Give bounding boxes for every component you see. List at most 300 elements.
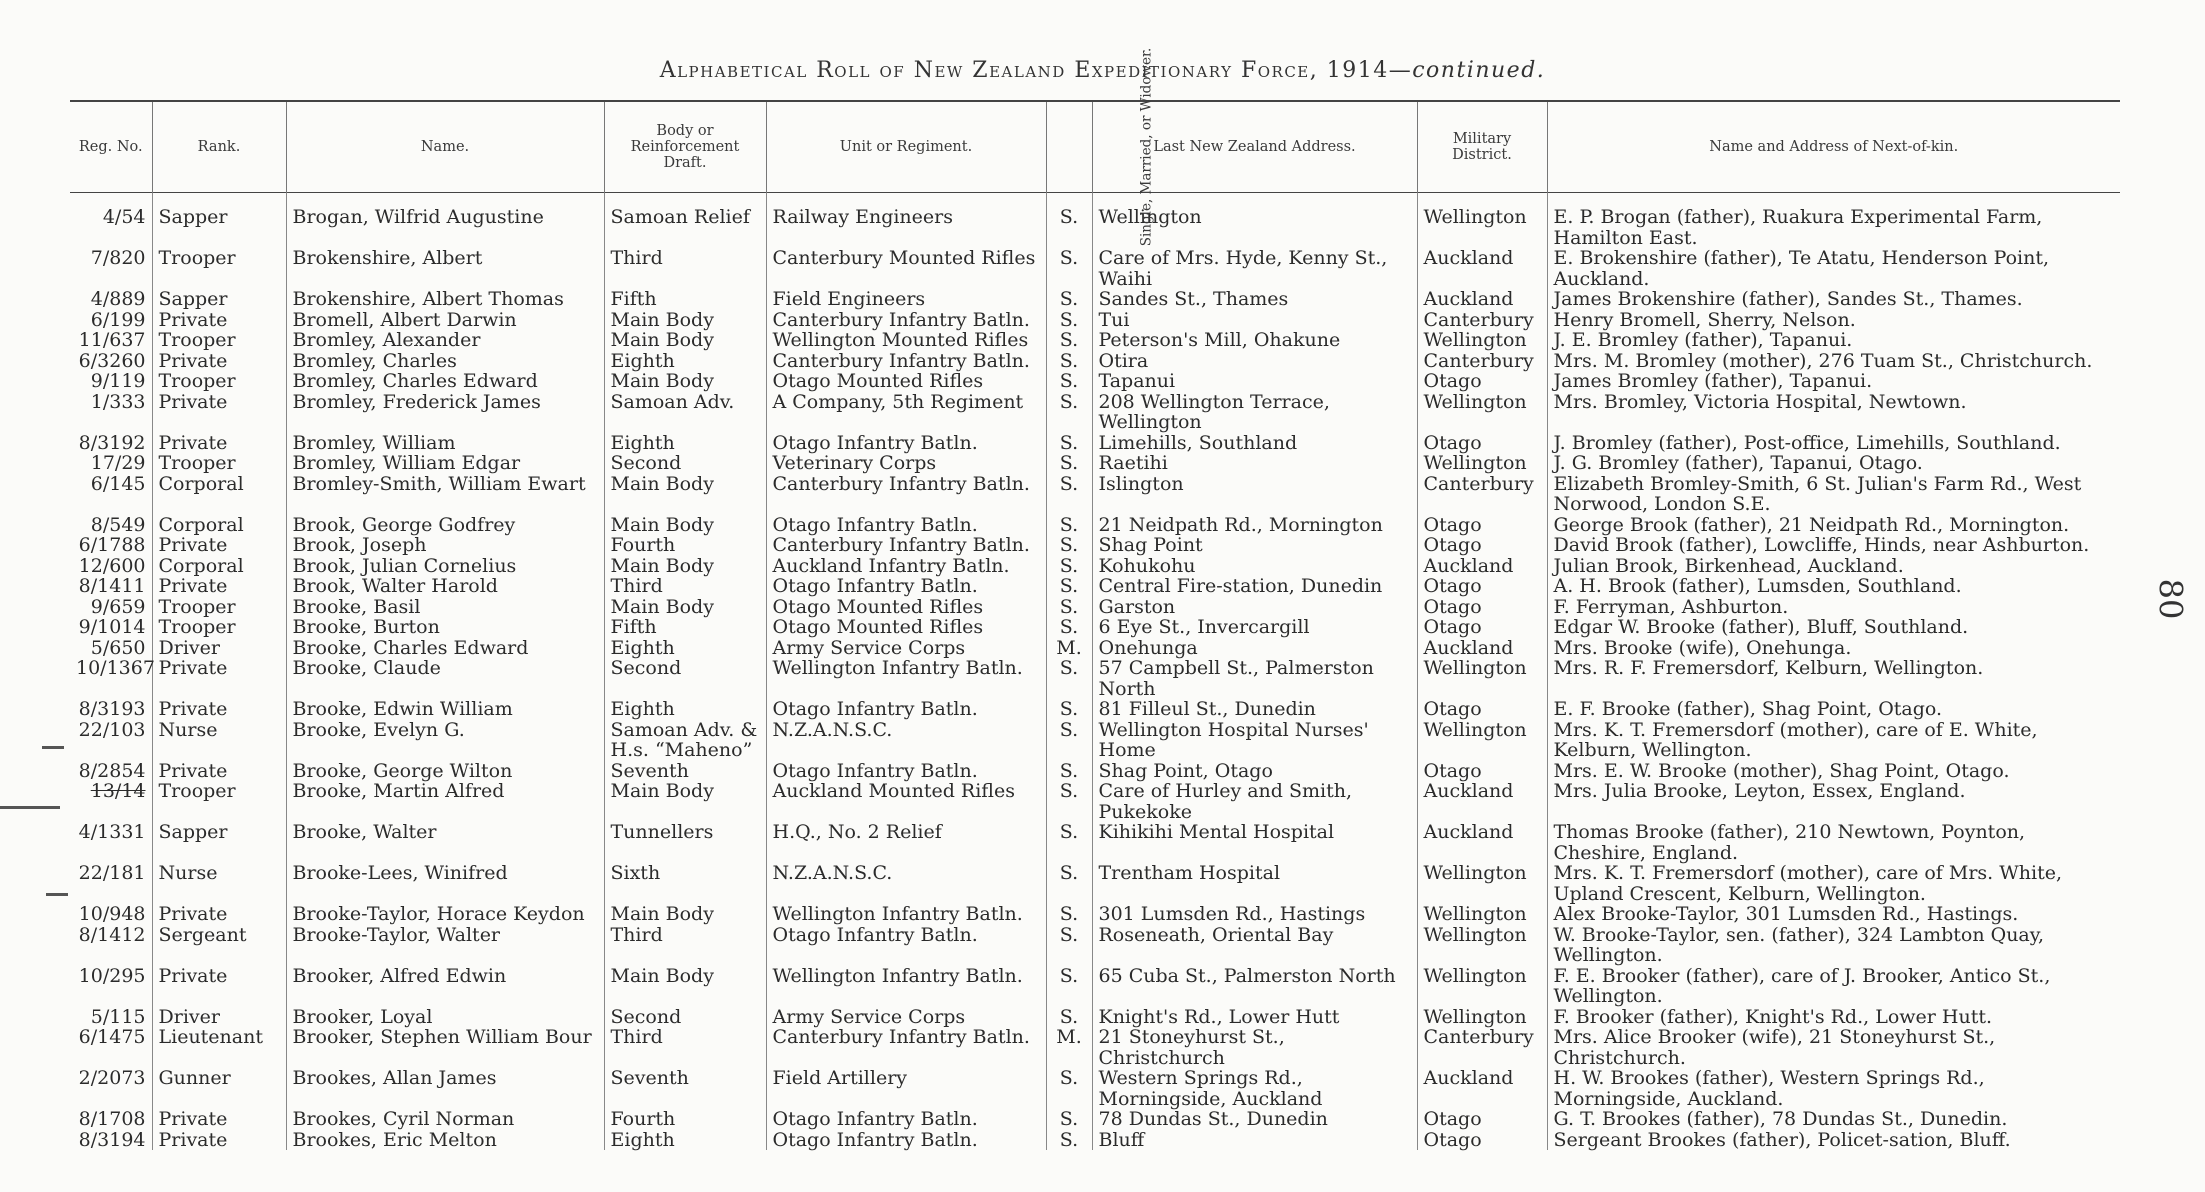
body-cell: Third (604, 576, 766, 597)
next-of-kin-cell: Mrs. Julia Brooke, Leyton, Essex, England. (1553, 780, 1966, 802)
unit-cell: Otago Infantry Batln. (766, 576, 1046, 597)
body-cell: Main Body (604, 474, 766, 515)
address-cell: Wellington Hospital Nurses' Home (1092, 720, 1417, 761)
table-row (70, 535, 2120, 556)
table-row (70, 1130, 2120, 1151)
table-row (70, 699, 2120, 720)
table-row (70, 576, 2120, 597)
unit-cell: Army Service Corps (766, 1007, 1046, 1028)
table-row (70, 310, 2120, 331)
table-row (70, 248, 2120, 289)
body-cell: Main Body (604, 597, 766, 618)
body-cell: Eighth (604, 351, 766, 372)
table-row (70, 330, 2120, 351)
table-row (70, 781, 2120, 822)
name-cell: Brokenshire, Albert (286, 248, 604, 289)
table-row (70, 1007, 2120, 1028)
status-cell: S. (1046, 1068, 1092, 1109)
rank-cell: Private (152, 1130, 286, 1151)
name-cell: Brooke, Charles Edward (286, 638, 604, 659)
name-cell: Brokenshire, Albert Thomas (286, 289, 604, 310)
reg-no-cell: 8/1708 (70, 1109, 152, 1130)
unit-cell: A Company, 5th Regiment (766, 392, 1046, 433)
district-cell: Canterbury (1417, 1027, 1547, 1068)
district-cell: Auckland (1417, 556, 1547, 577)
table-row (70, 638, 2120, 659)
name-cell: Brooke-Taylor, Horace Keydon (286, 904, 604, 925)
body-cell: Fifth (604, 617, 766, 638)
header-district: Military District. (1417, 101, 1547, 193)
status-cell: S. (1046, 193, 1092, 249)
address-cell: Bluff (1092, 1130, 1417, 1151)
rank-cell: Private (152, 904, 286, 925)
unit-cell: Auckland Infantry Batln. (766, 556, 1046, 577)
unit-cell: Otago Infantry Batln. (766, 1109, 1046, 1130)
body-cell: Main Body (604, 371, 766, 392)
unit-cell: N.Z.A.N.S.C. (766, 863, 1046, 904)
district-cell: Wellington (1417, 392, 1547, 433)
district-cell: Canterbury (1417, 474, 1547, 515)
next-of-kin-cell: Thomas Brooke (father), 210 Newtown, Poynton, Cheshire, England. (1553, 821, 2026, 864)
reg-no-cell: 22/103 (70, 720, 152, 761)
name-cell: Brooker, Stephen William Bour (286, 1027, 604, 1068)
rank-cell: Private (152, 966, 286, 1007)
body-cell: Eighth (604, 699, 766, 720)
table-row (70, 392, 2120, 433)
address-cell: Onehunga (1092, 638, 1417, 659)
page-title-suffix: continued. (1412, 58, 1546, 83)
table-row (70, 617, 2120, 638)
reg-no-cell: 22/181 (70, 863, 152, 904)
rank-cell: Sapper (152, 289, 286, 310)
table-row (70, 761, 2120, 782)
district-cell: Otago (1417, 433, 1547, 454)
body-cell: Main Body (604, 781, 766, 822)
rank-cell: Sapper (152, 822, 286, 863)
unit-cell: Wellington Infantry Batln. (766, 658, 1046, 699)
name-cell: Bromley-Smith, William Ewart (286, 474, 604, 515)
next-of-kin-cell: F. Ferryman, Ashburton. (1553, 595, 1789, 618)
header-status-text: Single, Married, or Widower. (1137, 47, 1154, 247)
body-cell: Fourth (604, 1109, 766, 1130)
body-cell: Second (604, 453, 766, 474)
table-row (70, 1068, 2120, 1109)
status-cell: S. (1046, 720, 1092, 761)
body-cell: Sixth (604, 863, 766, 904)
table-row (70, 966, 2120, 1007)
rank-cell: Driver (152, 1007, 286, 1028)
reg-no-cell: 11/637 (70, 330, 152, 351)
unit-cell: Wellington Mounted Rifles (766, 330, 1046, 351)
address-cell: Limehills, Southland (1092, 433, 1417, 454)
status-cell: M. (1046, 638, 1092, 659)
address-cell: Tui (1092, 310, 1417, 331)
body-cell: Second (604, 658, 766, 699)
name-cell: Brookes, Allan James (286, 1068, 604, 1109)
status-cell: S. (1046, 658, 1092, 699)
unit-cell: Canterbury Infantry Batln. (766, 351, 1046, 372)
body-cell: Main Body (604, 966, 766, 1007)
table-row (70, 351, 2120, 372)
status-cell: S. (1046, 289, 1092, 310)
district-cell: Canterbury (1417, 351, 1547, 372)
table-row (70, 822, 2120, 863)
table-row (70, 658, 2120, 699)
address-cell: Garston (1092, 597, 1417, 618)
table-row (70, 453, 2120, 474)
next-of-kin-cell: J. E. Bromley (father), Tapanui. (1553, 329, 1853, 351)
unit-cell: H.Q., No. 2 Relief (766, 822, 1046, 863)
rank-cell: Sapper (152, 193, 286, 249)
rank-cell: Driver (152, 638, 286, 659)
district-cell: Auckland (1417, 1068, 1547, 1109)
reg-no-cell: 8/1412 (70, 925, 152, 966)
address-cell: Care of Mrs. Hyde, Kenny St., Waihi (1092, 248, 1417, 289)
status-cell: S. (1046, 371, 1092, 392)
status-cell: S. (1046, 310, 1092, 331)
table-row (70, 720, 2120, 761)
reg-no-cell: 6/145 (70, 474, 152, 515)
body-cell: Main Body (604, 330, 766, 351)
reg-no-cell: 13/14 (70, 781, 152, 822)
address-cell: 81 Filleul St., Dunedin (1092, 699, 1417, 720)
header-address: Last New Zealand Address. (1092, 101, 1417, 193)
table-row (70, 863, 2120, 904)
reg-no-cell: 9/119 (70, 371, 152, 392)
name-cell: Bromley, Alexander (286, 330, 604, 351)
status-cell: S. (1046, 248, 1092, 289)
reg-no-cell: 4/1331 (70, 822, 152, 863)
reg-no-cell: 10/295 (70, 966, 152, 1007)
rank-cell: Nurse (152, 863, 286, 904)
body-cell: Third (604, 248, 766, 289)
next-of-kin-cell: Julian Brook, Birkenhead, Auckland. (1553, 554, 1904, 577)
table-row (70, 925, 2120, 966)
status-cell: S. (1046, 1007, 1092, 1028)
address-cell: 6 Eye St., Invercargill (1092, 617, 1417, 638)
reg-no-cell: 10/948 (70, 904, 152, 925)
rank-cell: Trooper (152, 597, 286, 618)
status-cell: S. (1046, 433, 1092, 454)
name-cell: Bromell, Albert Darwin (286, 310, 604, 331)
unit-cell: Wellington Infantry Batln. (766, 966, 1046, 1007)
address-cell: Kohukohu (1092, 556, 1417, 577)
address-cell: Shag Point (1092, 535, 1417, 556)
next-of-kin-cell: Edgar W. Brooke (father), Bluff, Southland. (1553, 616, 1969, 638)
body-cell: Samoan Adv. & H.s. “Maheno” (604, 720, 766, 761)
address-cell: Tapanui (1092, 371, 1417, 392)
reg-no-cell: 4/889 (70, 289, 152, 310)
district-cell: Otago (1417, 761, 1547, 782)
reg-no-cell: 8/3194 (70, 1130, 152, 1151)
body-cell: Main Body (604, 556, 766, 577)
address-cell: Kihikihi Mental Hospital (1092, 822, 1417, 863)
body-cell: Third (604, 1027, 766, 1068)
rank-cell: Sergeant (152, 925, 286, 966)
district-cell: Otago (1417, 699, 1547, 720)
district-cell: Auckland (1417, 781, 1547, 822)
rank-cell: Trooper (152, 453, 286, 474)
reg-no-cell: 9/659 (70, 597, 152, 618)
table-row (70, 433, 2120, 454)
rank-cell: Private (152, 433, 286, 454)
margin-mark (46, 893, 68, 896)
address-cell: Otira (1092, 351, 1417, 372)
name-cell: Brook, Walter Harold (286, 576, 604, 597)
status-cell: S. (1046, 576, 1092, 597)
unit-cell: Canterbury Infantry Batln. (766, 535, 1046, 556)
reg-no-cell: 8/2854 (70, 761, 152, 782)
unit-cell: Canterbury Infantry Batln. (766, 1027, 1046, 1068)
body-cell: Fourth (604, 535, 766, 556)
district-cell: Wellington (1417, 1007, 1547, 1028)
header-unit: Unit or Regiment. (766, 101, 1046, 193)
status-cell: S. (1046, 597, 1092, 618)
body-cell: Eighth (604, 638, 766, 659)
next-of-kin-cell: E. F. Brooke (father), Shag Point, Otago. (1553, 698, 1943, 720)
unit-cell: Otago Infantry Batln. (766, 1130, 1046, 1151)
district-cell: Wellington (1417, 925, 1547, 966)
margin-mark (42, 746, 64, 749)
table-row (70, 371, 2120, 392)
body-cell: Tunnellers (604, 822, 766, 863)
reg-no-cell: 8/3193 (70, 699, 152, 720)
district-cell: Wellington (1417, 720, 1547, 761)
next-of-kin-cell: J. G. Bromley (father), Tapanui, Otago. (1553, 452, 1923, 474)
rank-cell: Trooper (152, 248, 286, 289)
next-of-kin-cell: Henry Bromell, Sherry, Nelson. (1553, 308, 1856, 331)
status-cell: S. (1046, 781, 1092, 822)
name-cell: Bromley, William (286, 433, 604, 454)
district-cell: Otago (1417, 597, 1547, 618)
unit-cell: Otago Infantry Batln. (766, 925, 1046, 966)
body-cell: Main Body (604, 515, 766, 536)
next-of-kin-cell: A. H. Brook (father), Lumsden, Southland. (1553, 575, 1962, 597)
body-cell: Seventh (604, 761, 766, 782)
district-cell: Wellington (1417, 904, 1547, 925)
body-cell: Fifth (604, 289, 766, 310)
body-cell: Samoan Relief (604, 193, 766, 249)
unit-cell: Field Artillery (766, 1068, 1046, 1109)
status-cell: S. (1046, 925, 1092, 966)
district-cell: Auckland (1417, 638, 1547, 659)
next-of-kin-cell: H. W. Brookes (father), Western Springs Rd., Morningside, Auckland. (1553, 1067, 1985, 1110)
reg-no-cell: 4/54 (70, 193, 152, 249)
name-cell: Bromley, William Edgar (286, 453, 604, 474)
page-title-main: Alphabetical Roll of New Zealand Expeditionary Force, 1914— (659, 58, 1413, 83)
next-of-kin-cell: W. Brooke-Taylor, sen. (father), 324 Lambton Quay, Wellington. (1553, 923, 2045, 966)
rank-cell: Private (152, 658, 286, 699)
rank-cell: Private (152, 351, 286, 372)
reg-no-cell: 6/199 (70, 310, 152, 331)
name-cell: Brooke, Edwin William (286, 699, 604, 720)
status-cell: S. (1046, 535, 1092, 556)
rank-cell: Trooper (152, 371, 286, 392)
rank-cell: Lieutenant (152, 1027, 286, 1068)
table-row (70, 1109, 2120, 1130)
status-cell: S. (1046, 1130, 1092, 1151)
rank-cell: Trooper (152, 330, 286, 351)
district-cell: Wellington (1417, 453, 1547, 474)
address-cell: Roseneath, Oriental Bay (1092, 925, 1417, 966)
unit-cell: Railway Engineers (766, 193, 1046, 249)
rank-cell: Corporal (152, 556, 286, 577)
header-name: Name. (286, 101, 604, 193)
name-cell: Brooke-Lees, Winifred (286, 863, 604, 904)
unit-cell: Wellington Infantry Batln. (766, 904, 1046, 925)
address-cell: 21 Neidpath Rd., Mornington (1092, 515, 1417, 536)
name-cell: Brook, Joseph (286, 535, 604, 556)
rank-cell: Private (152, 699, 286, 720)
next-of-kin-cell: Mrs. K. T. Fremersdorf (mother), care of E. White, Kelburn, Wellington. (1553, 718, 2038, 761)
rank-cell: Private (152, 310, 286, 331)
name-cell: Bromley, Charles Edward (286, 371, 604, 392)
reg-no-cell: 8/549 (70, 515, 152, 536)
address-cell: Shag Point, Otago (1092, 761, 1417, 782)
rank-cell: Private (152, 392, 286, 433)
unit-cell: Veterinary Corps (766, 453, 1046, 474)
rank-cell: Private (152, 535, 286, 556)
next-of-kin-cell: E. Brokenshire (father), Te Atatu, Henderson Point, Auckland. (1553, 247, 2050, 290)
page-number: 80 (2151, 578, 2190, 620)
district-cell: Otago (1417, 576, 1547, 597)
district-cell: Otago (1417, 1109, 1547, 1130)
status-cell: S. (1046, 330, 1092, 351)
district-cell: Auckland (1417, 248, 1547, 289)
reg-no-cell: 2/2073 (70, 1068, 152, 1109)
district-cell: Otago (1417, 371, 1547, 392)
address-cell: Islington (1092, 474, 1417, 515)
next-of-kin-cell: James Bromley (father), Tapanui. (1553, 370, 1873, 392)
address-cell: Central Fire-station, Dunedin (1092, 576, 1417, 597)
reg-no-cell: 1/333 (70, 392, 152, 433)
table-row (70, 556, 2120, 577)
status-cell: S. (1046, 761, 1092, 782)
address-cell: Western Springs Rd., Morningside, Auckland (1092, 1068, 1417, 1109)
district-cell: Wellington (1417, 658, 1547, 699)
status-cell: M. (1046, 1027, 1092, 1068)
district-cell: Wellington (1417, 193, 1547, 249)
table-row (70, 193, 2120, 249)
unit-cell: Otago Infantry Batln. (766, 433, 1046, 454)
rank-cell: Private (152, 761, 286, 782)
page-title (0, 58, 2205, 83)
reg-no-cell: 9/1014 (70, 617, 152, 638)
unit-cell: Otago Infantry Batln. (766, 761, 1046, 782)
next-of-kin-cell: J. Bromley (father), Post-office, Limehills, Southland. (1553, 431, 2061, 454)
margin-mark (0, 806, 60, 809)
name-cell: Brooker, Loyal (286, 1007, 604, 1028)
unit-cell: Otago Mounted Rifles (766, 617, 1046, 638)
status-cell: S. (1046, 1109, 1092, 1130)
table-row (70, 1027, 2120, 1068)
unit-cell: Otago Mounted Rifles (766, 371, 1046, 392)
name-cell: Brook, George Godfrey (286, 515, 604, 536)
status-cell: S. (1046, 699, 1092, 720)
header-next-of-kin: Name and Address of Next-of-kin. (1709, 139, 1959, 155)
district-cell: Otago (1417, 515, 1547, 536)
rank-cell: Gunner (152, 1068, 286, 1109)
address-cell: Sandes St., Thames (1092, 289, 1417, 310)
reg-no-cell: 7/820 (70, 248, 152, 289)
unit-cell: Canterbury Infantry Batln. (766, 310, 1046, 331)
name-cell: Brooker, Alfred Edwin (286, 966, 604, 1007)
header-reg-no: Reg. No. (70, 101, 152, 193)
district-cell: Otago (1417, 535, 1547, 556)
reg-no-cell: 8/3192 (70, 433, 152, 454)
next-of-kin-cell: Alex Brooke-Taylor, 301 Lumsden Rd., Hastings. (1553, 903, 2019, 925)
district-cell: Wellington (1417, 863, 1547, 904)
next-of-kin-cell: David Brook (father), Lowcliffe, Hinds, near Ashburton. (1553, 534, 2090, 556)
rank-cell: Corporal (152, 474, 286, 515)
district-cell: Canterbury (1417, 310, 1547, 331)
status-cell: S. (1046, 474, 1092, 515)
address-cell: 65 Cuba St., Palmerston North (1092, 966, 1417, 1007)
district-cell: Wellington (1417, 966, 1547, 1007)
address-cell: 57 Campbell St., Palmerston North (1092, 658, 1417, 699)
body-cell: Seventh (604, 1068, 766, 1109)
unit-cell: Canterbury Infantry Batln. (766, 474, 1046, 515)
status-cell: S. (1046, 863, 1092, 904)
reg-no-cell: 10/1367 (70, 658, 152, 699)
name-cell: Brooke-Taylor, Walter (286, 925, 604, 966)
header-body: Body or Reinforcement Draft. (604, 101, 766, 193)
header-row (70, 101, 2120, 193)
next-of-kin-cell: Elizabeth Bromley-Smith, 6 St. Julian's Farm Rd., West Norwood, London S.E. (1553, 472, 2082, 515)
name-cell: Brooke, Claude (286, 658, 604, 699)
reg-no-cell: 17/29 (70, 453, 152, 474)
reg-no-cell: 8/1411 (70, 576, 152, 597)
name-cell: Brooke, Basil (286, 597, 604, 618)
address-cell: 301 Lumsden Rd., Hastings (1092, 904, 1417, 925)
rank-cell: Private (152, 576, 286, 597)
name-cell: Brookes, Eric Melton (286, 1130, 604, 1151)
next-of-kin-cell: Mrs. Brooke (wife), Onehunga. (1553, 636, 1852, 659)
district-cell: Auckland (1417, 822, 1547, 863)
status-cell: S. (1046, 392, 1092, 433)
reg-no-cell: 5/650 (70, 638, 152, 659)
body-cell: Main Body (604, 904, 766, 925)
next-of-kin-cell: Mrs. R. F. Fremersdorf, Kelburn, Wellington. (1553, 657, 1984, 679)
address-cell: Care of Hurley and Smith, Pukekoke (1092, 781, 1417, 822)
body-cell: Second (604, 1007, 766, 1028)
address-cell: 21 Stoneyhurst St., Christchurch (1092, 1027, 1417, 1068)
next-of-kin-cell: Mrs. E. W. Brooke (mother), Shag Point, Otago. (1553, 759, 2010, 782)
next-of-kin-cell: James Brokenshire (father), Sandes St., Thames. (1553, 288, 2023, 310)
next-of-kin-cell: George Brook (father), 21 Neidpath Rd., Mornington. (1553, 513, 2070, 536)
status-cell: S. (1046, 515, 1092, 536)
status-cell: S. (1046, 453, 1092, 474)
name-cell: Brooke, Burton (286, 617, 604, 638)
unit-cell: Auckland Mounted Rifles (766, 781, 1046, 822)
next-of-kin-cell: Mrs. K. T. Fremersdorf (mother), care of Mrs. White, Upland Crescent, Kelburn, Wellington. (1553, 862, 2062, 905)
rank-cell: Trooper (152, 781, 286, 822)
next-of-kin-cell: Mrs. Alice Brooker (wife), 21 Stoneyhurst St., Christchurch. (1553, 1026, 1996, 1069)
name-cell: Bromley, Charles (286, 351, 604, 372)
reg-no-cell: 6/3260 (70, 351, 152, 372)
table-row (70, 474, 2120, 515)
table-row (70, 515, 2120, 536)
next-of-kin-cell: F. E. Brooker (father), care of J. Brooker, Antico St., Wellington. (1553, 964, 2051, 1007)
address-cell: Knight's Rd., Lower Hutt (1092, 1007, 1417, 1028)
name-cell: Brooke, Martin Alfred (286, 781, 604, 822)
status-cell: S. (1046, 351, 1092, 372)
status-cell: S. (1046, 617, 1092, 638)
next-of-kin-cell: F. Brooker (father), Knight's Rd., Lower Hutt. (1553, 1005, 1993, 1028)
rank-cell: Private (152, 1109, 286, 1130)
next-of-kin-cell: Mrs. M. Bromley (mother), 276 Tuam St., Christchurch. (1553, 349, 2093, 372)
address-cell: Peterson's Mill, Ohakune (1092, 330, 1417, 351)
